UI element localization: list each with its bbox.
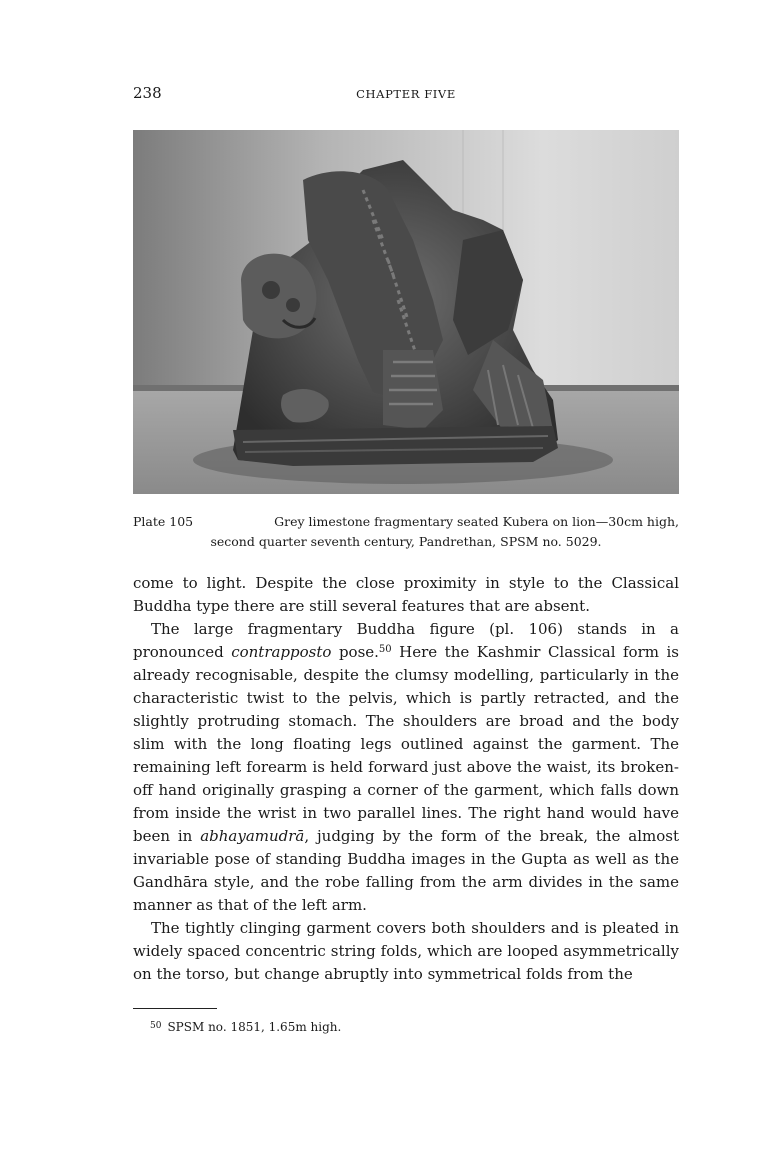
paragraph-2-text-a: The large fragmentary Buddha figure (pl. 106) stands in a pronounced <box>133 620 679 661</box>
paragraph-3: The tightly clinging garment covers both shoulders and is pleated in widely spaced concentric string folds, which are looped asymmetrically on the torso, but change abruptly into symmetrical folds from the <box>133 919 679 983</box>
plate-photograph <box>133 130 679 494</box>
paragraph-2-italic-term-1: contrapposto <box>231 643 332 661</box>
plate-caption <box>133 512 679 552</box>
caption-line-2: second quarter seventh century, Pandrethan, SPSM no. 5029. <box>210 534 602 549</box>
footnote-text: SPSM no. 1851, 1.65m high. <box>167 1020 342 1034</box>
paragraph-2-text-c: Here the Kashmir Classical form is already recognisable, despite the clumsy modelling, particularly in the characteristic twist to the pelvis, which is partly retracted, and the slightly protruding stomach. The shoulders are broad and the body slim with the long floating legs outlined against the garment. The remaining left forearm is held forward just above the waist, its broken-off hand originally grasping a corner of the garment, which falls down from inside the wrist in two parallel lines. The right hand would have been in <box>133 643 679 845</box>
page-header <box>133 84 679 106</box>
body-text <box>133 572 679 986</box>
plate-label: Plate 105 <box>133 514 194 529</box>
footnote-number: 50 <box>150 1021 162 1031</box>
running-head: CHAPTER FIVE <box>356 87 456 101</box>
paragraph-2-text-b: pose. <box>331 643 379 661</box>
paragraph-2-italic-term-2: abhayamudrā <box>200 827 305 845</box>
paragraph-2-text-d: , judging by the form of the break, the almost invariable pose of standing Buddha images in the Gupta as well as the Gandhāra style, and the robe falling from the arm divides in the same manner as that of the left arm. <box>133 827 679 914</box>
footnote-reference[interactable]: 50 <box>378 644 392 655</box>
paragraph-1: come to light. Despite the close proximity in style to the Classical Buddha type there are still several features that are absent. <box>133 574 679 615</box>
caption-line-1: Grey limestone fragmentary seated Kubera on lion—30cm high, <box>274 514 679 529</box>
page-number: 238 <box>133 84 162 102</box>
paragraph-2 <box>133 618 679 917</box>
footnote-divider <box>133 1008 217 1009</box>
footnote <box>150 1018 341 1035</box>
